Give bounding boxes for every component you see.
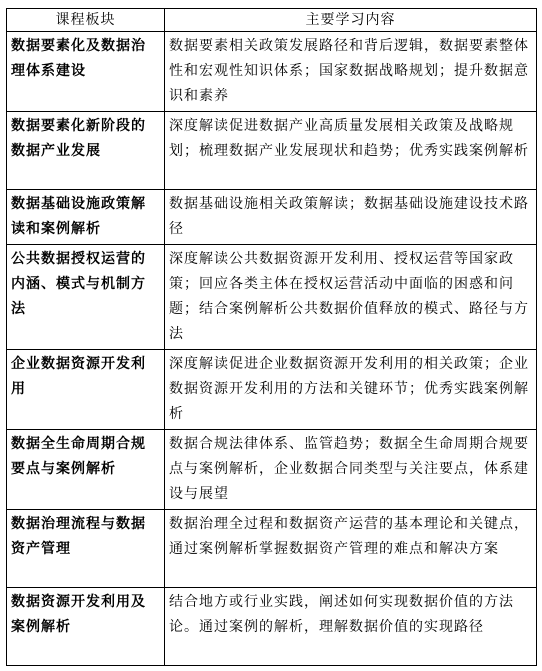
module-cell: 数据要素化及数据治理体系建设	[7, 32, 165, 112]
header-course-module: 课程板块	[7, 9, 165, 32]
content-cell: 深度解读促进数据产业高质量发展相关政策及战略规划；梳理数据产业发展现状和趋势；优秀实践案例解析	[165, 112, 537, 190]
content-cell: 结合地方或行业实践，阐述如何实现数据价值的方法论。通过案例的解析，理解数据价值的实现路径	[165, 588, 537, 666]
module-cell: 数据要素化新阶段的数据产业发展	[7, 112, 165, 190]
table-row	[7, 350, 537, 430]
header-main-content: 主要学习内容	[165, 9, 537, 32]
module-cell: 数据治理流程与数据资产管理	[7, 510, 165, 588]
content-cell: 数据要素相关政策发展路径和背后逻辑，数据要素整体性和宏观性知识体系；国家数据战略规划；提升数据意识和素养	[165, 32, 537, 112]
table-row	[7, 32, 537, 112]
table-row	[7, 112, 537, 190]
content-cell: 数据治理全过程和数据资产运营的基本理论和关键点，通过案例解析掌握数据资产管理的难点和解决方案	[165, 510, 537, 588]
module-cell: 公共数据授权运营的内涵、模式与机制方法	[7, 245, 165, 350]
content-cell: 数据合规法律体系、监管趋势；数据全生命周期合规要点与案例解析，企业数据合同类型与关注要点，体系建设与展望	[165, 430, 537, 510]
table-row	[7, 510, 537, 588]
content-cell: 数据基础设施相关政策解读；数据基础设施建设技术路径	[165, 190, 537, 245]
course-table	[6, 8, 537, 666]
module-cell: 数据全生命周期合规要点与案例解析	[7, 430, 165, 510]
content-cell: 深度解读公共数据资源开发利用、授权运营等国家政策；回应各类主体在授权运营活动中面临的困惑和问题；结合案例解析公共数据价值释放的模式、路径与方法	[165, 245, 537, 350]
table-row	[7, 588, 537, 666]
module-cell: 企业数据资源开发利用	[7, 350, 165, 430]
table-row	[7, 245, 537, 350]
table-header-row	[7, 9, 537, 32]
module-cell: 数据基础设施政策解读和案例解析	[7, 190, 165, 245]
content-cell: 深度解读促进企业数据资源开发利用的相关政策；企业数据资源开发利用的方法和关键环节；优秀实践案例解析	[165, 350, 537, 430]
table-row	[7, 190, 537, 245]
table-row	[7, 430, 537, 510]
module-cell: 数据资源开发利用及案例解析	[7, 588, 165, 666]
